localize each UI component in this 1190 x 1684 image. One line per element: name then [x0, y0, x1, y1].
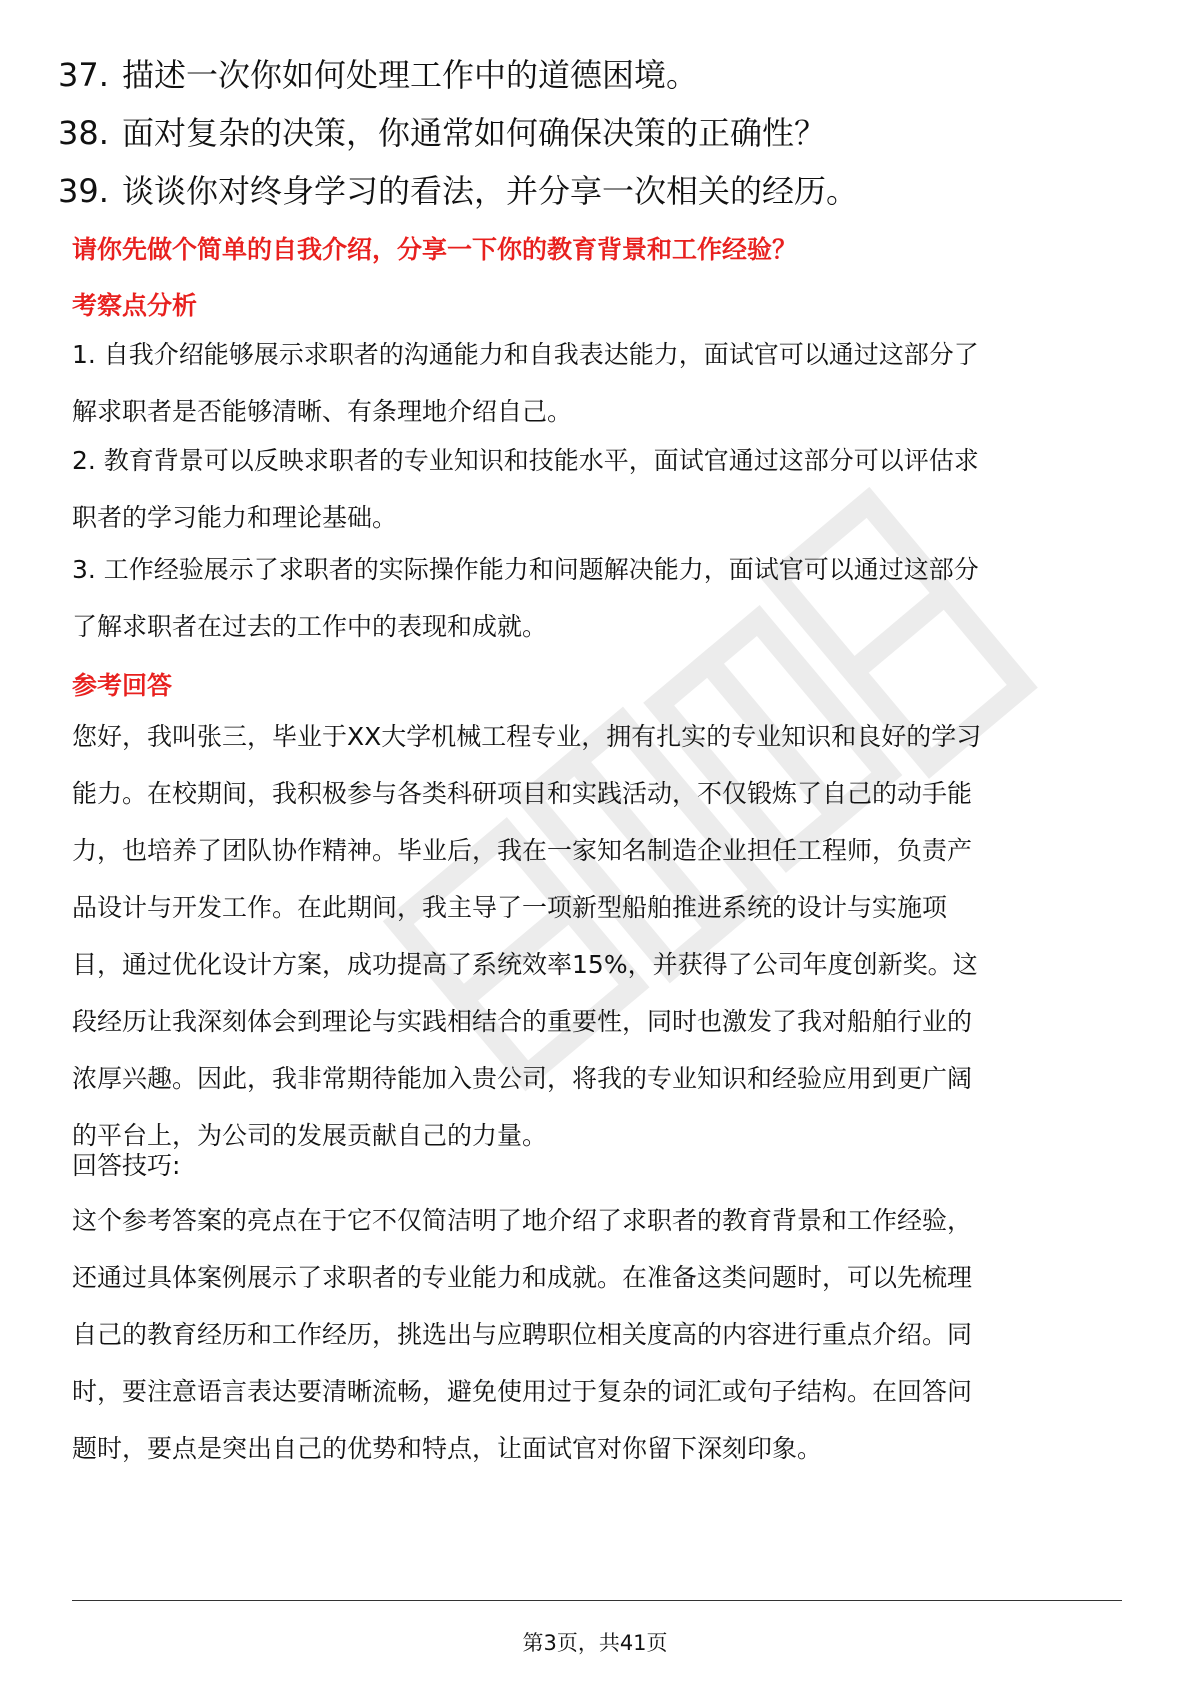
analysis-heading: 考察点分析	[72, 291, 198, 320]
analysis-point	[72, 541, 1122, 655]
reference-line: 的平台上，为公司的发展贡献自己的力量。	[72, 1121, 548, 1150]
reference-line: 您好，我叫张三，毕业于XX大学机械工程专业，拥有扎实的专业知识和良好的学习	[72, 722, 982, 751]
reference-line: 品设计与开发工作。在此期间，我主导了一项新型船舶推进系统的设计与实施项	[72, 893, 948, 922]
tips-line: 还通过具体案例展示了求职者的专业能力和成就。在准备这类问题时，可以先梳理	[72, 1263, 973, 1292]
reference-line: 段经历让我深刻体会到理论与实践相结合的重要性，同时也激发了我对船舶行业的	[72, 1007, 973, 1036]
main-question-heading: 请你先做个简单的自我介绍，分享一下你的教育背景和工作经验？	[72, 235, 798, 264]
question-text: 描述一次你如何处理工作中的道德困境。	[122, 56, 699, 94]
analysis-line: 3. 工作经验展示了求职者的实际操作能力和问题解决能力，面试官可以通过这部分	[72, 555, 979, 584]
question-list	[58, 46, 1138, 220]
reference-line: 力，也培养了团队协作精神。毕业后，我在一家知名制造企业担任工程师，负责产	[72, 836, 973, 865]
page-number: 第3页，共41页	[522, 1631, 668, 1655]
analysis-point	[72, 326, 1122, 440]
analysis-line: 2. 教育背景可以反映求职者的专业知识和技能水平，面试官通过这部分可以评估求	[72, 446, 979, 475]
question-number: 37.	[58, 56, 109, 94]
reference-line: 能力。在校期间，我积极参与各类科研项目和实践活动，不仅锻炼了自己的动手能	[72, 779, 973, 808]
tips-line: 题时，要点是突出自己的优势和特点，让面试官对你留下深刻印象。	[72, 1434, 823, 1463]
question-item	[58, 162, 1138, 220]
reference-line: 浓厚兴趣。因此，我非常期待能加入贵公司，将我的专业知识和经验应用到更广阔	[72, 1064, 973, 1093]
tips-line: 这个参考答案的亮点在于它不仅简洁明了地介绍了求职者的教育背景和工作经验，	[72, 1206, 973, 1235]
tips-line: 自己的教育经历和工作经历，挑选出与应聘职位相关度高的内容进行重点介绍。同	[72, 1320, 973, 1349]
reference-heading: 参考回答	[72, 671, 173, 700]
analysis-line: 职者的学习能力和理论基础。	[72, 503, 398, 532]
tips-line: 时，要注意语言表达要清晰流畅，避免使用过于复杂的词汇或句子结构。在回答问	[72, 1377, 973, 1406]
analysis-line: 1. 自我介绍能够展示求职者的沟通能力和自我表达能力，面试官可以通过这部分了	[72, 340, 979, 369]
analysis-point	[72, 432, 1122, 546]
question-number: 39.	[58, 172, 109, 210]
tips-heading: 回答技巧:	[72, 1151, 181, 1180]
reference-answer	[72, 708, 1122, 1164]
analysis-line: 解求职者是否能够清晰、有条理地介绍自己。	[72, 397, 573, 426]
question-number: 38.	[58, 114, 109, 152]
footer-divider	[72, 1600, 1122, 1601]
reference-line: 目，通过优化设计方案，成功提高了系统效率15%，并获得了公司年度创新奖。这	[72, 950, 978, 979]
analysis-line: 了解求职者在过去的工作中的表现和成就。	[72, 612, 548, 641]
question-item	[58, 104, 1138, 162]
tips-body	[72, 1192, 1122, 1477]
question-text: 谈谈你对终身学习的看法，并分享一次相关的经历。	[122, 172, 859, 210]
question-item	[58, 46, 1138, 104]
question-text: 面对复杂的决策，你通常如何确保决策的正确性？	[122, 114, 827, 152]
